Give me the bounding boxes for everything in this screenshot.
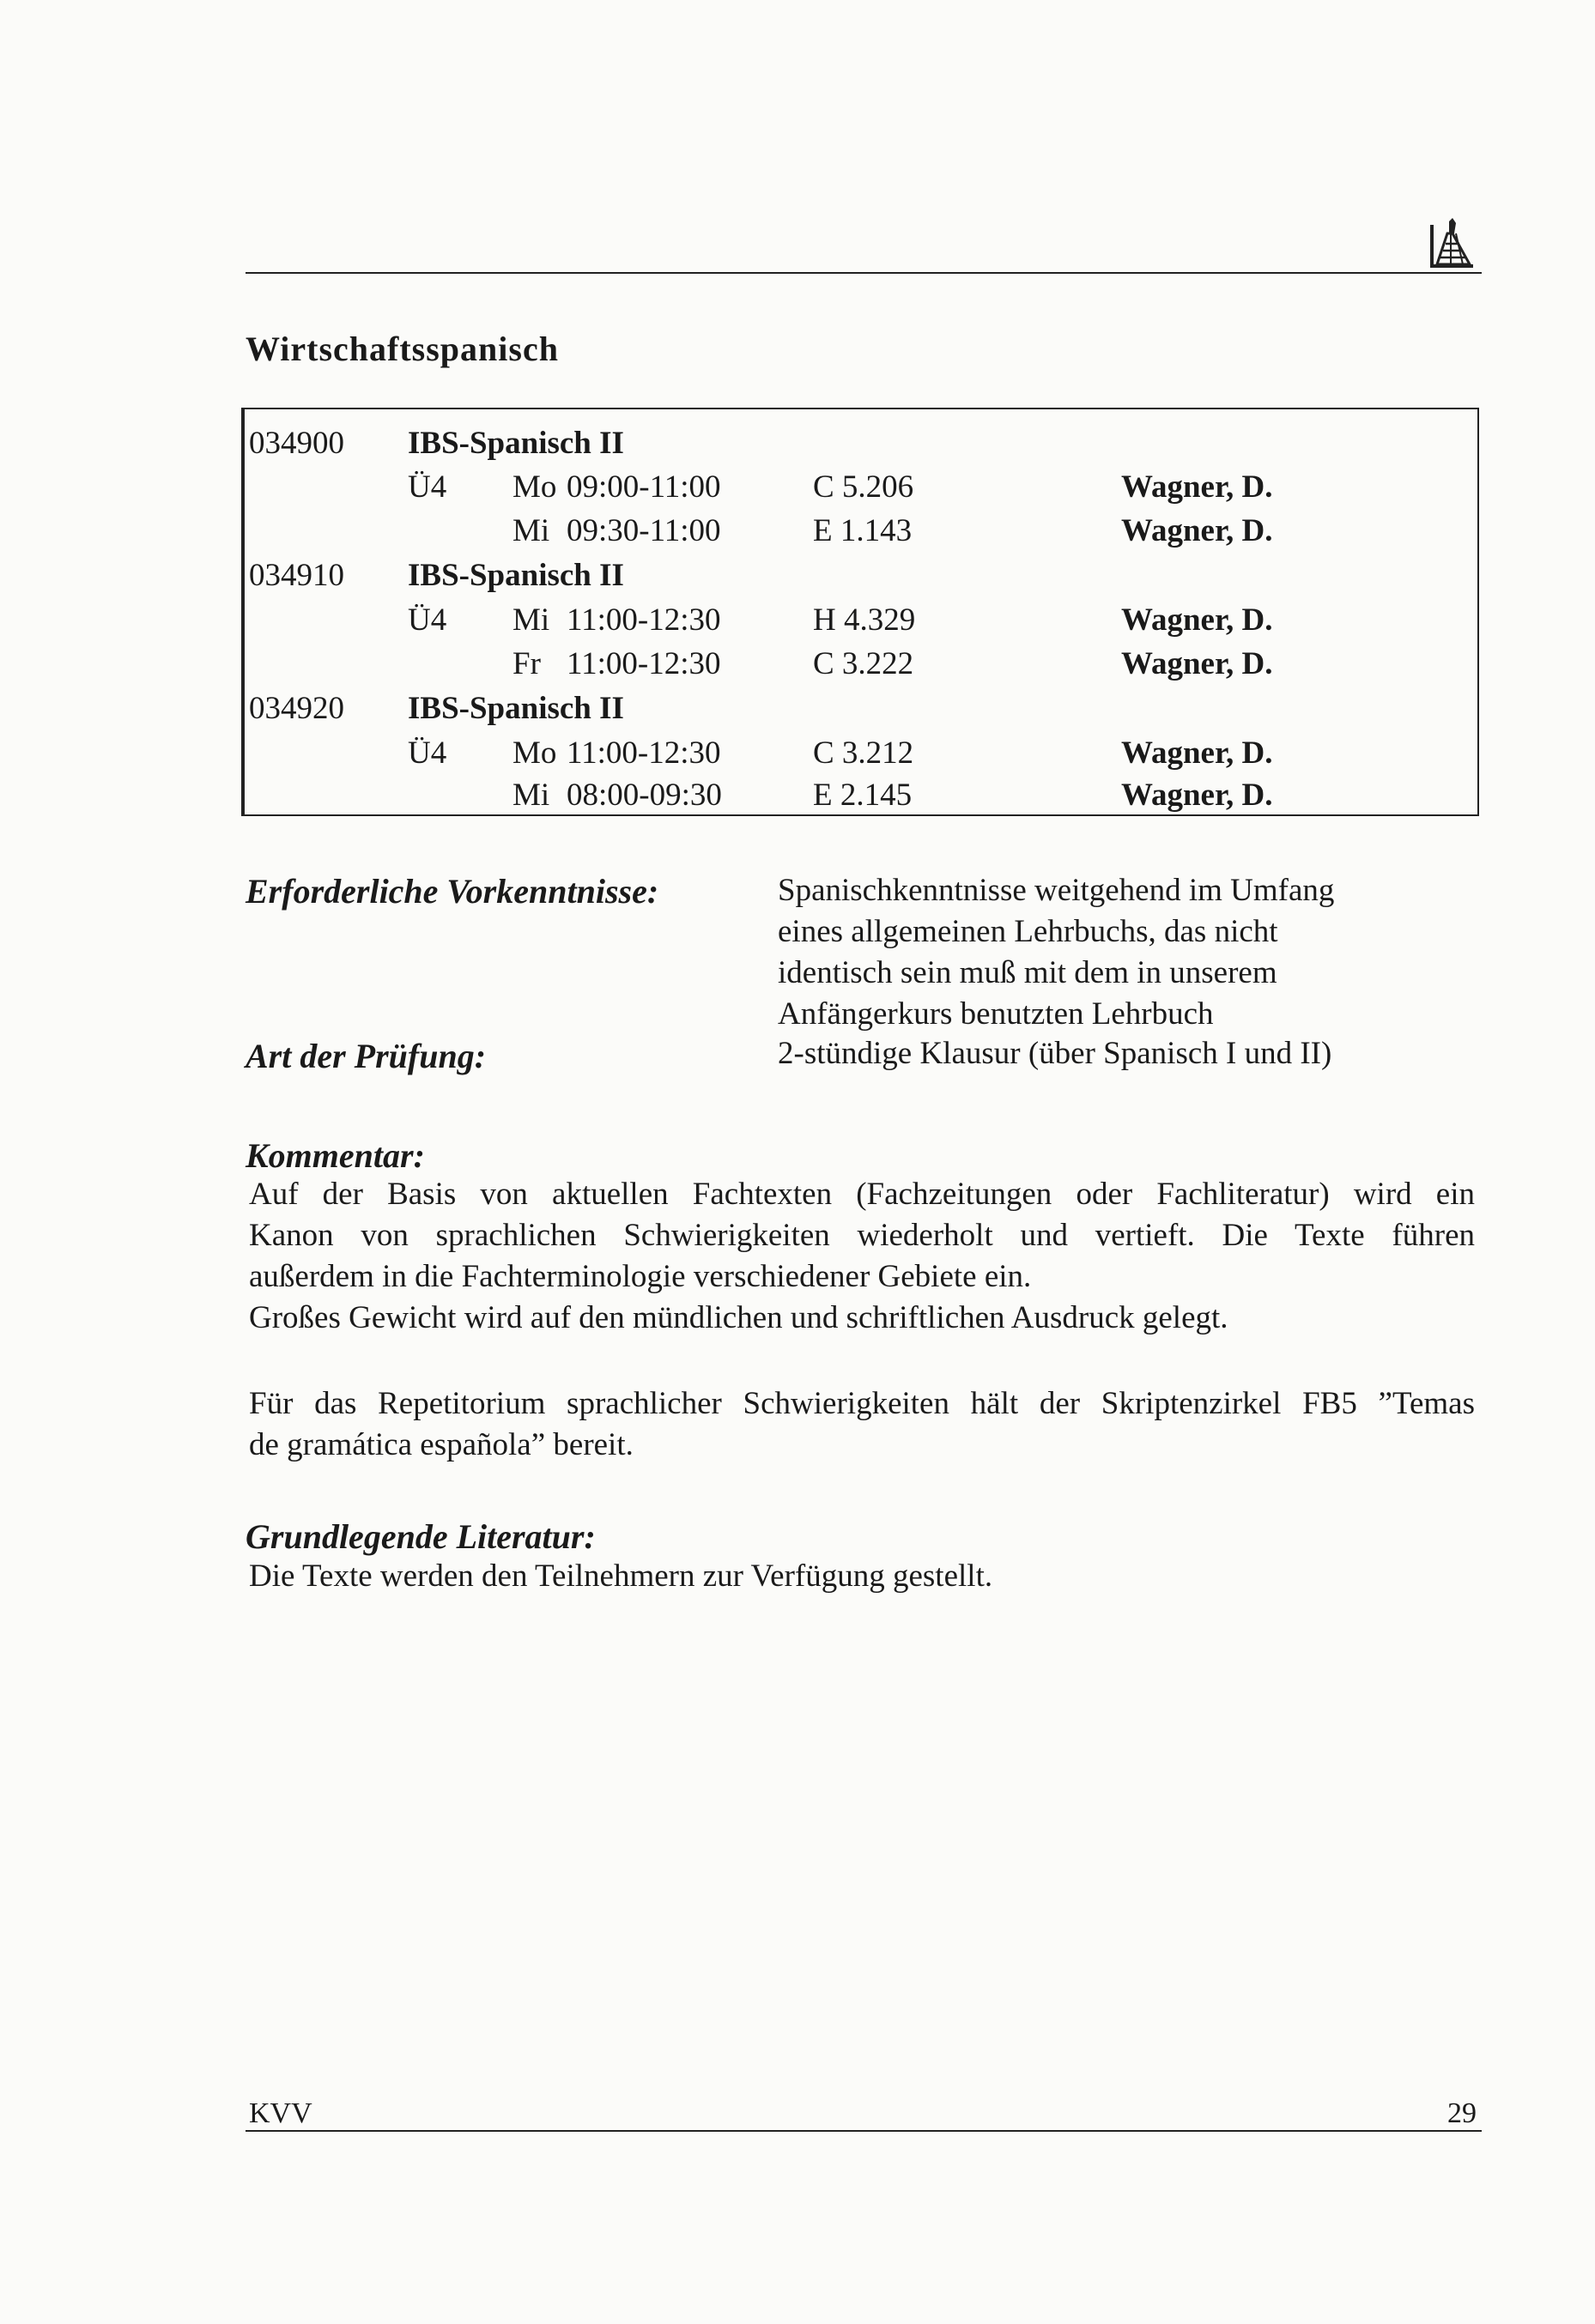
session-row [243,465,1477,510]
session-row [243,773,1477,818]
session-day: Fr [512,646,541,681]
session-row [243,642,1477,687]
course-type: Ü4 [408,735,447,771]
text-line: de gramática española” bereit. [249,1427,634,1462]
text-line: Kanon von sprachlichen Schwierigkeiten wiederholt und vertieft. Die Texte führen [249,1218,1475,1253]
section-title: Wirtschaftsspanisch [246,330,559,368]
repetitorium-text [249,1383,1475,1466]
prerequisites-text [778,870,1430,1035]
course-row-034900 [243,421,1477,466]
literature-text [249,1556,1475,1597]
course-row-034920 [243,687,1477,731]
session-lecturer: Wagner, D. [1121,778,1273,813]
page-number: 29 [1447,2097,1477,2129]
session-row [243,598,1477,643]
header-rule [246,272,1482,274]
course-number: 034900 [249,426,344,461]
session-time: 11:00-12:30 [567,602,721,638]
footer-rule [246,2130,1482,2132]
course-title: IBS-Spanisch II [408,558,624,593]
session-row [243,509,1477,554]
session-time: 09:00-11:00 [567,469,721,505]
session-room: H 4.329 [813,602,916,638]
session-time: 09:30-11:00 [567,513,721,548]
session-day: Mi [512,602,550,638]
text-line: Anfängerkurs benutzten Lehrbuch [778,996,1214,1032]
session-room: C 3.212 [813,735,914,771]
text-line: Spanischkenntnisse weitgehend im Umfang [778,873,1335,908]
session-time: 11:00-12:30 [567,735,721,771]
prerequisites-label: Erforderliche Vorkenntnisse: [246,872,659,911]
session-room: C 5.206 [813,469,914,505]
course-number: 034910 [249,558,344,593]
library-emblem-icon [1428,216,1475,269]
session-room: E 1.143 [813,513,913,548]
session-room: E 2.145 [813,778,913,813]
session-lecturer: Wagner, D. [1121,469,1273,505]
text-line: eines allgemeinen Lehrbuchs, das nicht [778,914,1278,949]
text-line: Auf der Basis von aktuellen Fachtexten (Fachzeitungen oder Fachliteratur) wird ein [249,1177,1475,1212]
text-line: Die Texte werden den Teilnehmern zur Verfügung gestellt. [249,1558,993,1594]
literature-label: Grundlegende Literatur: [246,1517,596,1556]
text-line: identisch sein muß mit dem in unserem [778,955,1277,990]
course-title: IBS-Spanisch II [408,691,624,726]
session-row [243,731,1477,776]
session-day: Mi [512,778,550,813]
session-lecturer: Wagner, D. [1121,513,1273,548]
session-day: Mi [512,513,550,548]
course-number: 034920 [249,691,344,726]
commentary-text [249,1174,1475,1339]
course-type: Ü4 [408,469,447,505]
text-line: Großes Gewicht wird auf den mündlichen und schriftlichen Ausdruck gelegt. [249,1300,1228,1335]
session-room: C 3.222 [813,646,914,681]
session-day: Mo [512,735,557,771]
session-lecturer: Wagner, D. [1121,646,1273,681]
session-lecturer: Wagner, D. [1121,602,1273,638]
course-table [241,408,1479,816]
commentary-label: Kommentar: [246,1136,425,1175]
exam-label: Art der Prüfung: [246,1037,487,1075]
session-day: Mo [512,469,557,505]
session-time: 11:00-12:30 [567,646,721,681]
text-line: außerdem in die Fachterminologie verschiedener Gebiete ein. [249,1259,1032,1294]
exam-text: 2-stündige Klausur (über Spanisch I und II) [778,1036,1332,1071]
course-row-034910 [243,554,1477,598]
course-title: IBS-Spanisch II [408,426,624,461]
footer-kvv: KVV [249,2097,312,2129]
session-time: 08:00-09:30 [567,778,722,813]
text-line: Für das Repetitorium sprachlicher Schwierigkeiten hält der Skriptenzirkel FB5 ”Temas [249,1386,1475,1421]
course-type: Ü4 [408,602,447,638]
session-lecturer: Wagner, D. [1121,735,1273,771]
